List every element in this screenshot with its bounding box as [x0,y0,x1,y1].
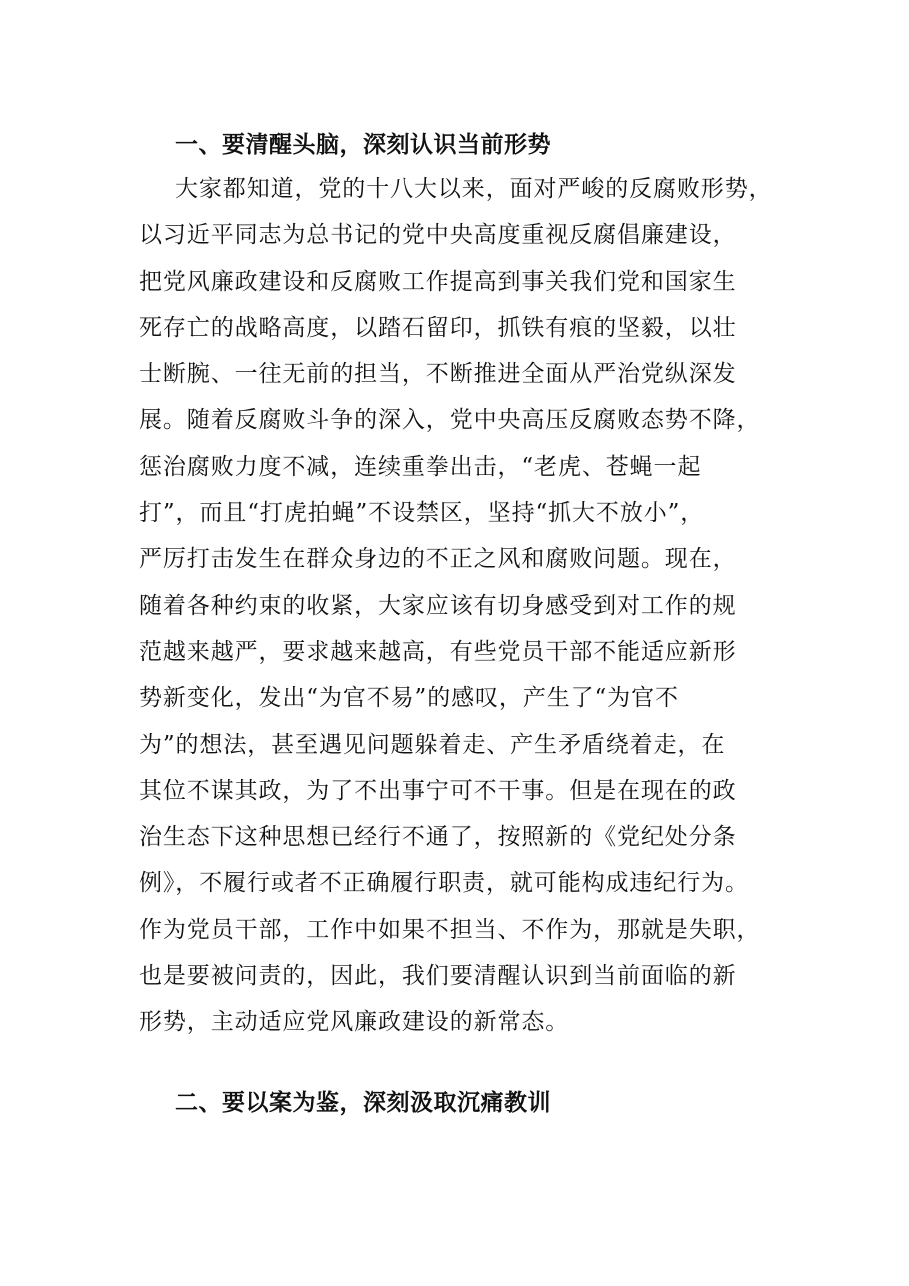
paragraph-line: 大家都知道，党的十八大以来，面对严峻的反腐败形势， [175,176,773,202]
paragraph-line: 其位不谋其政，为了不出事宁可不干事。但是在现在的政 [139,777,737,804]
section-heading-2: 二、要以案为鉴，深刻汲取沉痛教训 [175,1089,551,1116]
paragraph-line: 以习近平同志为总书记的党中央高度重视反腐倡廉建设， [139,222,737,249]
section-heading-1: 一、要清醒头脑，深刻认识当前形势 [175,131,551,158]
paragraph-line: 势新变化，发出“为官不易”的感叹，产生了“为官不 [139,685,679,712]
paragraph-line: 打”，而且“打虎拍蝇”不设禁区，坚持“抓大不放小”， [139,500,705,527]
paragraph-line: 随着各种约束的收紧，大家应该有切身感受到对工作的规 [139,592,737,619]
paragraph-line: 为”的想法，甚至遇见问题躲着走、产生矛盾绕着走，在 [139,731,726,758]
paragraph-line: 例》，不履行或者不正确履行职责，就可能构成违纪行为。 [139,870,749,897]
paragraph-line: 严厉打击发生在群众身边的不正之风和腐败问题。现在， [139,546,737,573]
body-paragraph [139,166,779,1046]
paragraph-line: 展。随着反腐败斗争的深入，党中央高压反腐败态势不降， [139,407,761,434]
paragraph-line: 死存亡的战略高度，以踏石留印，抓铁有痕的坚毅，以壮 [139,314,737,341]
paragraph-line: 也是要被问责的，因此，我们要清醒认识到当前面临的新 [139,963,737,990]
paragraph-line: 惩治腐败力度不减，连续重拳出击，“老虎、苍蝇一起 [139,453,702,480]
paragraph-line: 士断腕、一往无前的担当，不断推进全面从严治党纵深发 [139,361,737,388]
paragraph-line: 范越来越严，要求越来越高，有些党员干部不能适应新形 [139,638,737,665]
paragraph-line: 把党风廉政建设和反腐败工作提高到事关我们党和国家生 [139,268,737,295]
paragraph-line: 形势，主动适应党风廉政建设的新常态。 [139,1009,570,1036]
paragraph-line: 治生态下这种思想已经行不通了，按照新的《党纪处分条 [139,824,737,851]
paragraph-line: 作为党员干部，工作中如果不担当、不作为，那就是失职， [139,916,761,943]
